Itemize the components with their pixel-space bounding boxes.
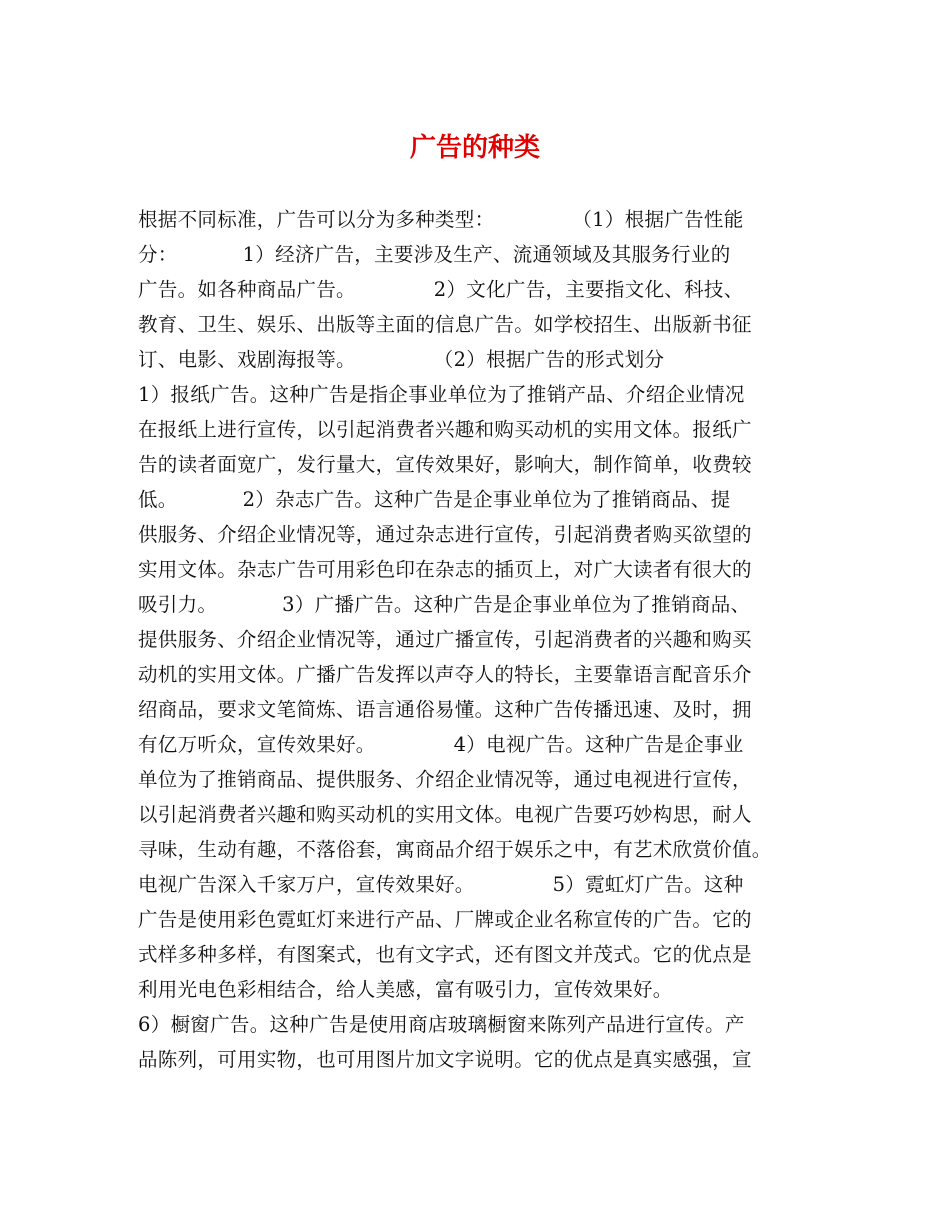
body-line: 吸引力。 3）广播广告。这种广告是企事业单位为了推销商品、	[138, 593, 751, 616]
body-line: 广告。如各种商品广告。 2）文化广告，主要指文化、科技、	[138, 278, 744, 301]
body-line: 有亿万听众，宣传效果好。 4）电视广告。这种广告是企事业	[138, 733, 744, 756]
body-line: 在报纸上进行宣传，以引起消费者兴趣和购买动机的实用文体。报纸广	[138, 418, 752, 441]
body-line: 式样多种多样，有图案式，也有文字式，还有图文并茂式。它的优点是	[138, 943, 752, 966]
body-line: 教育、卫生、娱乐、出版等主面的信息广告。如学校招生、出版新书征	[138, 313, 752, 336]
body-line: 品陈列，可用实物，也可用图片加文字说明。它的优点是真实感强，宣	[138, 1048, 752, 1071]
body-line: 根据不同标准，广告可以分为多种类型： （1）根据广告性能	[138, 208, 744, 231]
body-line: 绍商品，要求文笔简炼、语言通俗易懂。这种广告传播迅速、及时，拥	[138, 698, 752, 721]
body-line: 以引起消费者兴趣和购买动机的实用文体。电视广告要巧妙构思，耐人	[138, 803, 752, 826]
document-title: 广告的种类	[409, 133, 540, 163]
body-line: 告的读者面宽广，发行量大，宣传效果好，影响大，制作简单，收费较	[138, 453, 752, 476]
body-line: 广告是使用彩色霓虹灯来进行产品、厂牌或企业名称宣传的广告。它的	[138, 908, 752, 931]
body-line: 6）橱窗广告。这种广告是使用商店玻璃橱窗来陈列产品进行宣传。产	[138, 1013, 745, 1036]
body-line: 实用文体。杂志广告可用彩色印在杂志的插页上，对广大读者有很大的	[138, 558, 752, 581]
body-line: 1）报纸广告。这种广告是指企事业单位为了推销产品、介绍企业情况	[138, 383, 745, 406]
body-line: 订、电影、戏剧海报等。 （2）根据广告的形式划分	[138, 348, 665, 371]
body-line: 利用光电色彩相结合，给人美感，富有吸引力，宣传效果好。	[138, 978, 673, 1001]
body-line: 寻味，生动有趣，不落俗套，寓商品介绍于娱乐之中，有艺术欣赏价值。	[138, 838, 772, 861]
body-line: 低。 2）杂志广告。这种广告是企事业单位为了推销商品、提	[138, 488, 731, 511]
body-line: 电视广告深入千家万户，宣传效果好。 5）霓虹灯广告。这种	[138, 873, 744, 896]
body-line: 分： 1）经济广告，主要涉及生产、流通领域及其服务行业的	[138, 243, 731, 266]
body-line: 供服务、介绍企业情况等，通过杂志进行宣传，引起消费者购买欲望的	[138, 523, 752, 546]
body-line: 单位为了推销商品、提供服务、介绍企业情况等，通过电视进行宣传，	[138, 768, 752, 791]
body-line: 动机的实用文体。广播广告发挥以声夺人的特长，主要靠语言配音乐介	[138, 663, 752, 686]
body-line: 提供服务、介绍企业情况等，通过广播宣传，引起消费者的兴趣和购买	[138, 628, 752, 651]
document-body	[138, 202, 838, 1077]
